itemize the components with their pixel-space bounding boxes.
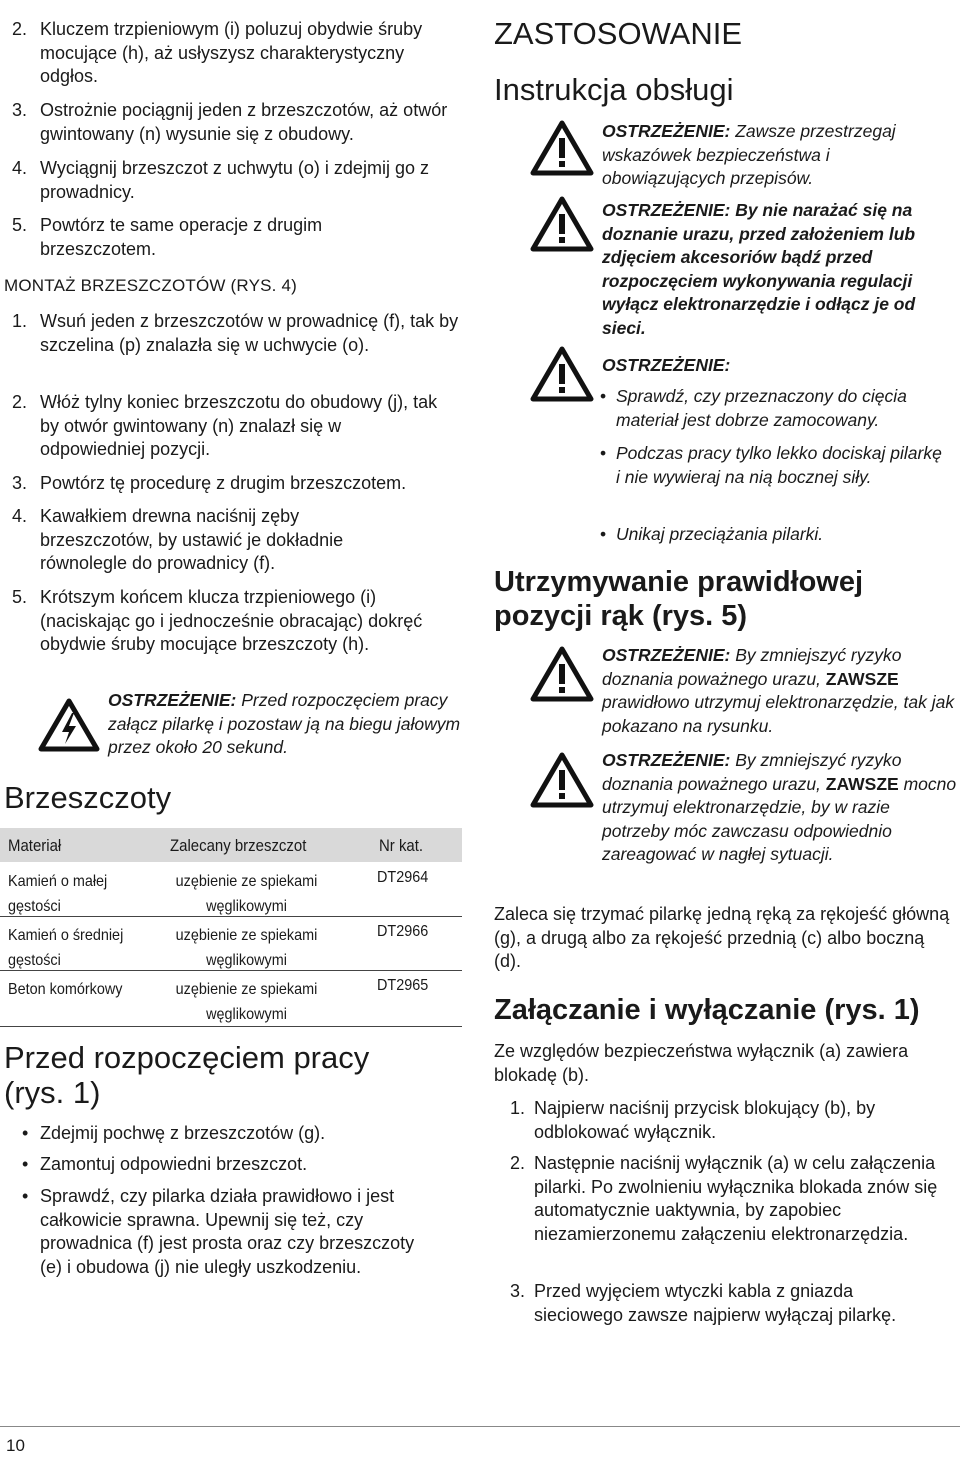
removal-step: 3. Ostrożnie pociągnij jeden z brzeszczotów, aż otwór gwintowany (n) wysunie się z obudowy. <box>12 100 448 144</box>
warning-text: OSTRZEŻENIE: By zmniejszyć ryzyko doznania poważnego urazu, ZAWSZE mocno utrzymuj elektronarzędzie, by w razie potrzeby móc zawczasu odpowiednio zareagować w nagłej sytuacji. <box>602 750 957 864</box>
assembly-step: 3. Powtórz tę procedurę z drugim brzeszczotem. <box>12 473 407 493</box>
page-number: 10 <box>6 1436 25 1455</box>
montaz-heading: MONTAŻ BRZESZCZOTÓW (RYS. 4) <box>4 276 298 295</box>
electric-warning-text: OSTRZEŻENIE: Przed rozpoczęciem pracy załącz pilarkę i pozostaw ją na biegu jałowym przez około 20 sekund. <box>108 690 461 757</box>
warning-text: OSTRZEŻENIE: Zawsze przestrzegaj wskazówek bezpieczeństwa i obowiązujących przepisów. <box>602 121 896 188</box>
removal-step: 2. Kluczem trzpieniowym (i) poluzuj obydwie śruby mocujące (h), aż usłyszysz charakterystyczny odgłos. <box>12 19 423 87</box>
table-header-blade: Zalecany brzeszczot <box>170 836 307 855</box>
switch-step: 2. Następnie naciśnij wyłącznik (a) w celu załączenia pilarki. Po zwolnieniu wyłącznika blokada znów się automatycznie uaktywnia, by zapobiec niezamierzonemu załączeniu elektronarzędzia. <box>510 1153 938 1244</box>
row-divider <box>0 970 462 971</box>
warning-label: OSTRZEŻENIE: <box>602 355 731 375</box>
utrzymywanie-heading: Utrzymywanie prawidłowej pozycji rąk (rys. 5) <box>494 566 864 632</box>
table-header-material: Materiał <box>8 836 62 855</box>
przed-bullet: • Zdejmij pochwę z brzeszczotów (g). <box>22 1123 326 1143</box>
footer-divider <box>0 1426 960 1427</box>
przed-bullet: • Sprawdź, czy pilarka działa prawidłowo i jest całkowicie sprawna. Upewnij się też, czy prowadnica (f) jest prosta oraz czy brzeszczoty (e) i obudowa (j) nie uległy uszkodzeniu. <box>22 1186 415 1277</box>
warning-text: OSTRZEŻENIE: By nie narażać się na doznanie urazu, przed założeniem lub zdjęciem akcesoriów bądź przed rozpoczęciem wykonywania regulacji wyłącz elektronarzędzie i odłącz je od sieci. <box>602 200 916 338</box>
brzeszczoty-heading: Brzeszczoty <box>4 780 172 815</box>
warning-icon <box>530 646 594 702</box>
removal-step: 4. Wyciągnij brzeszczot z uchwytu (o) i zdejmij go z prowadnicy. <box>12 158 429 202</box>
zaleca-paragraph: Zaleca się trzymać pilarkę jedną ręką za rękojeść główną (g), a drugą albo za rękojeść przednią (c) albo boczną (d). <box>494 904 950 972</box>
warning-bullet: • Unikaj przeciążania pilarki. <box>600 524 824 544</box>
switch-step: 3. Przed wyjęciem wtyczki kabla z gniazda sieciowego zawsze najpierw wyłączaj pilarkę. <box>510 1281 897 1325</box>
zastosowanie-heading: ZASTOSOWANIE <box>494 16 743 51</box>
table-header-catno: Nr kat. <box>379 836 424 855</box>
przed-heading: Przed rozpoczęciem pracy (rys. 1) <box>4 1040 370 1110</box>
assembly-step: 5. Krótszym końcem klucza trzpieniowego (i) (naciskając go i jednocześnie obracając) dokręć obydwie śruby mocujące brzeszczoty (h). <box>12 587 423 655</box>
warning-icon <box>530 120 594 176</box>
row-divider <box>0 916 462 917</box>
warning-bullet: • Podczas pracy tylko lekko dociskaj pilarkę i nie wywieraj na nią bocznej siły. <box>600 443 942 487</box>
warning-icon <box>530 752 594 808</box>
zalaczanie-heading: Załączanie i wyłączanie (rys. 1) <box>494 994 920 1026</box>
warning-bullet: • Sprawdź, czy przeznaczony do cięcia materiał jest dobrze zamocowany. <box>600 386 907 430</box>
warning-icon <box>530 196 594 252</box>
row-divider <box>0 1026 462 1027</box>
warning-icon <box>530 346 594 402</box>
assembly-step: 1. Wsuń jeden z brzeszczotów w prowadnicę (f), tak by szczelina (p) znalazła się w uchwycie (o). <box>12 311 459 355</box>
removal-step: 5. Powtórz te same operacje z drugim brzeszczotem. <box>12 215 323 259</box>
assembly-step: 2. Włóż tylny koniec brzeszczotu do obudowy (j), tak by otwór gwintowany (n) znalazł się w odpowiedniej pozycji. <box>12 392 438 460</box>
switch-step: 1. Najpierw naciśnij przycisk blokujący (b), by odblokować wyłącznik. <box>510 1098 876 1142</box>
przed-bullet: • Zamontuj odpowiedni brzeszczot. <box>22 1154 308 1174</box>
assembly-step: 4. Kawałkiem drewna naciśnij zęby brzeszczotów, by ustawić je dokładnie równolegle do prowadnicy (f). <box>12 506 344 574</box>
instrukcja-heading: Instrukcja obsługi <box>494 72 734 107</box>
zalaczanie-intro: Ze względów bezpieczeństwa wyłącznik (a) zawiera blokadę (b). <box>494 1041 909 1085</box>
electric-warning-icon <box>38 698 100 752</box>
warning-text: OSTRZEŻENIE: By zmniejszyć ryzyko doznania poważnego urazu, ZAWSZE prawidłowo utrzymuj elektronarzędzie, tak jak pokazano na rysunku. <box>602 645 955 736</box>
